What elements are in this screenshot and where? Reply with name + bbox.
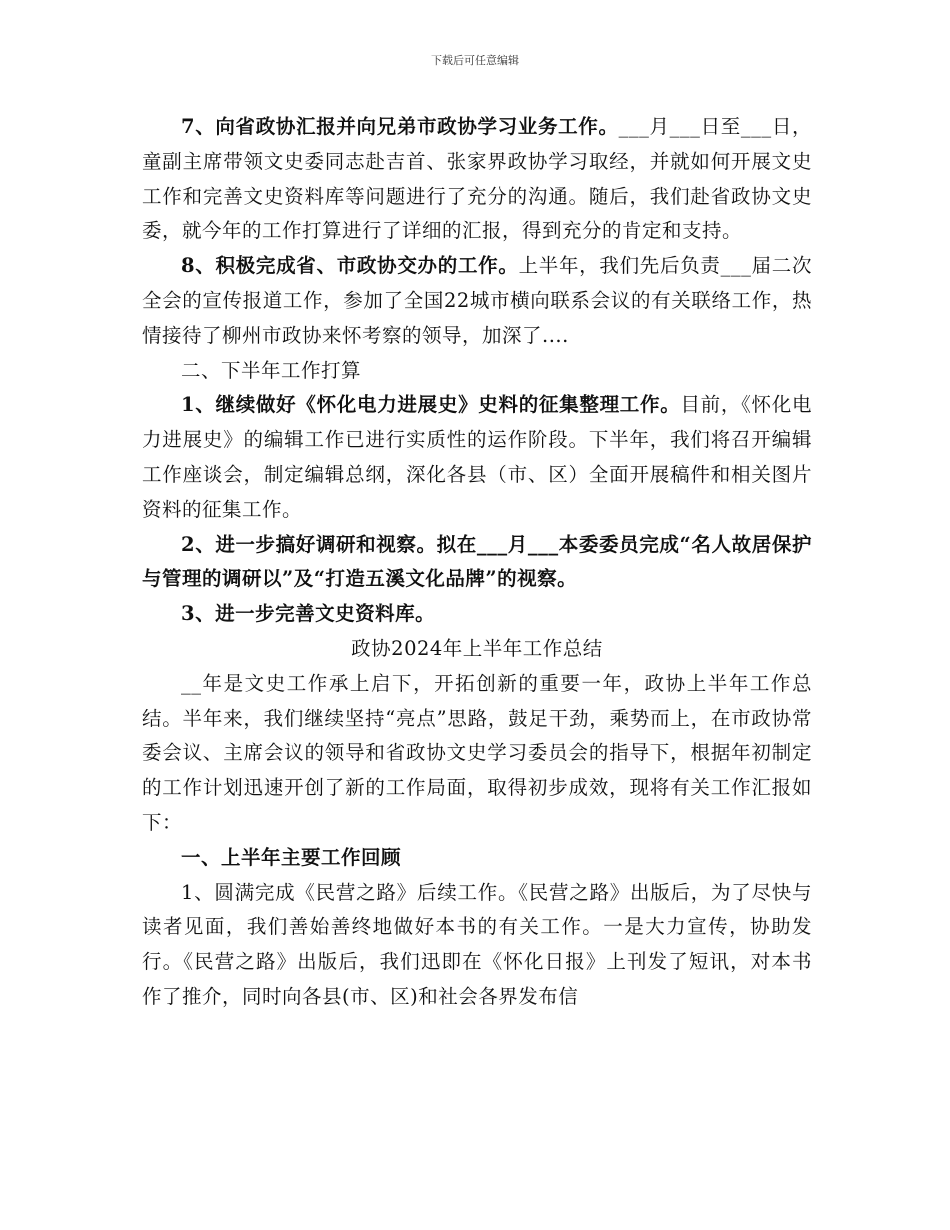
item-heading: 3、进一步完善文史资料库。 xyxy=(181,602,436,626)
page-header: 下载后可任意编辑 xyxy=(431,54,519,67)
item-heading: 8、积极完成省、市政协交办的工作。 xyxy=(181,254,519,278)
item-text: 目前，《怀化电力进展史》的编辑工作已进行实质性的运作阶段。下半年，我们将召开编辑工作座谈会，制定编辑总纲，深化各县（市、区）全面开展稿件和相关图片资料的征集工作。 xyxy=(142,393,812,521)
item-heading: 1、继续做好《怀化电力进展史》史料的征集整理工作。 xyxy=(181,393,681,417)
intro-text: __年是文史工作承上启下，开拓创新的重要一年，政协上半年工作总结。半年来，我们继续坚持“亮点”思路，鼓足干劲，乘势而上，在市政协常委会议、主席会议的领导和省政协文史学习委员会的指导下，根据年初制定的工作计划迅速开创了新的工作局面，取得初步成效，现将有关工作汇报如下： xyxy=(142,671,812,834)
intro-paragraph xyxy=(142,667,812,841)
section-heading-review xyxy=(142,841,812,876)
item-text: 1、圆满完成《民营之路》后续工作。《民营之路》出版后，为了尽快与读者见面，我们善始善终地做好本书的有关工作。一是大力宣传，协助发行。《民营之路》出版后，我们迅即在《怀化日报》上刊发了短讯，对本书作了推介，同时向各县(市、区)和社会各界发布信 xyxy=(142,880,812,1008)
item-text: 上半年，我们先后负责___届二次全会的宣传报道工作，参加了全国22城市横向联系会议的有关联络工作，热情接待了柳州市政协来怀考察的领导，加深了.... xyxy=(142,254,812,347)
paragraph-plan-2 xyxy=(142,528,812,598)
paragraph-plan-1 xyxy=(142,388,812,527)
section-heading-text: 二、下半年工作打算 xyxy=(181,358,362,382)
paragraph-plan-3 xyxy=(142,597,812,632)
document-title: 政协2024年上半年工作总结 xyxy=(351,636,603,660)
item-heading: 2、进一步搞好调研和视察。拟在___月___本委委员完成“名人故居保护与管理的调研以”及“打造五溪文化品牌”的视察。 xyxy=(142,532,812,591)
section-heading-text: 一、上半年主要工作回顾 xyxy=(181,845,402,869)
paragraph-review-1 xyxy=(142,876,812,1015)
section-heading-plan xyxy=(142,354,812,389)
document-body xyxy=(142,110,812,1015)
paragraph-item-8 xyxy=(142,249,812,353)
item-heading: 7、向省政协汇报并向兄弟市政协学习业务工作。 xyxy=(181,115,619,138)
item-text: ___月___日至___日，童副主席带领文史委同志赴吉首、张家界政协学习取经，并就如何开展文史工作和完善文史资料库等问题进行了充分的沟通。随后，我们赴省政协文史委，就今年的工作打算进行了详细的汇报，得到充分的肯定和支持。 xyxy=(142,115,812,243)
paragraph-item-7 xyxy=(142,110,812,249)
